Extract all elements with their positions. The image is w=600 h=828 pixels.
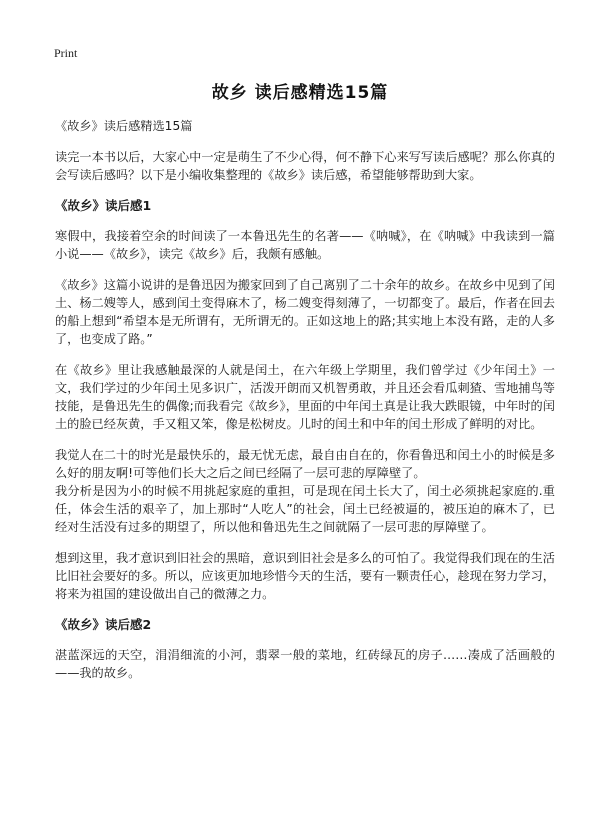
paragraph: 我觉人在二十的时光是最快乐的，最无忧无虑，最自由自在的，你看鲁迅和闰土小的时候是多么好的朋友啊!可等他们长大之后之间已经隔了一层可悲的厚障壁了。 <box>55 448 555 480</box>
paragraph: 在《故乡》里让我感触最深的人就是闰土，在六年级上学期里，我们曾学过《少年闰土》一文，我们学过的少年闰土见多识广，活泼开朗而又机智勇敢，并且还会看瓜刺猹、雪地捕鸟等技能，是鲁迅先生的偶像;而我看完《故乡》，里面的中年闰土真是让我大跌眼镜，中年时的闰土的脸已经灰黄，手又粗又笨，像是松树皮。儿时的闰土和中年的闰土形成了鲜明的对比。 <box>55 363 555 431</box>
paragraph: 《故乡》这篇小说讲的是鲁迅因为搬家回到了自己离别了二十余年的故乡。在故乡中见到了闰土、杨二嫂等人，感到闰土变得麻木了，杨二嫂变得刻薄了，一切都变了。最后，作者在回去的船上想到“希望本是无所谓有，无所谓无的。正如这地上的路;其实地上本没有路，走的人多了，也变成了路。” <box>55 278 555 346</box>
section-heading: 《故乡》读后感2 <box>55 617 152 632</box>
intro-paragraph: 读完一本书以后，大家心中一定是萌生了不少心得，何不静下心来写写读后感呢？那么你真的会写读后感吗？以下是小编收集整理的《故乡》读后感，希望能够帮助到大家。 <box>55 150 555 182</box>
paragraph: 寒假中，我接着空余的时间读了一本鲁迅先生的名著——《呐喊》，在《呐喊》中我读到一篇小说——《故乡》，读完《故乡》后，我颇有感触。 <box>55 229 555 261</box>
document-subtitle: 《故乡》读后感精选15篇 <box>55 119 193 133</box>
document-body <box>55 117 555 695</box>
paragraph: 想到这里，我才意识到旧社会的黑暗，意识到旧社会是多么的可怕了。我觉得我们现在的生活比旧社会要好的多。所以，应该更加地珍惜今天的生活，要有一颗责任心，趁现在努力学习，将来为祖国的建设做出自己的微薄之力。 <box>55 551 555 601</box>
paragraph: 我分析是因为小的时候不用挑起家庭的重担，可是现在闰土长大了，闰土必须挑起家庭的.重任，体会生活的艰辛了，加上那时“人吃人”的社会，闰土已经被逼的，被压迫的麻木了，已经对生活没有过多的期望了，所以他和鲁迅先生之间就隔了一层可悲的厚障壁了。 <box>55 484 555 534</box>
print-label: Print <box>54 46 78 60</box>
section-2 <box>55 616 555 682</box>
section-1 <box>55 197 555 603</box>
section-heading: 《故乡》读后感1 <box>55 198 152 213</box>
paragraph: 湛蓝深远的天空，涓涓细流的小河，翡翠一般的菜地，红砖绿瓦的房子……凑成了活画般的——我的故乡。 <box>55 648 555 680</box>
page-title: 故乡 读后感精选15篇 <box>211 83 389 103</box>
